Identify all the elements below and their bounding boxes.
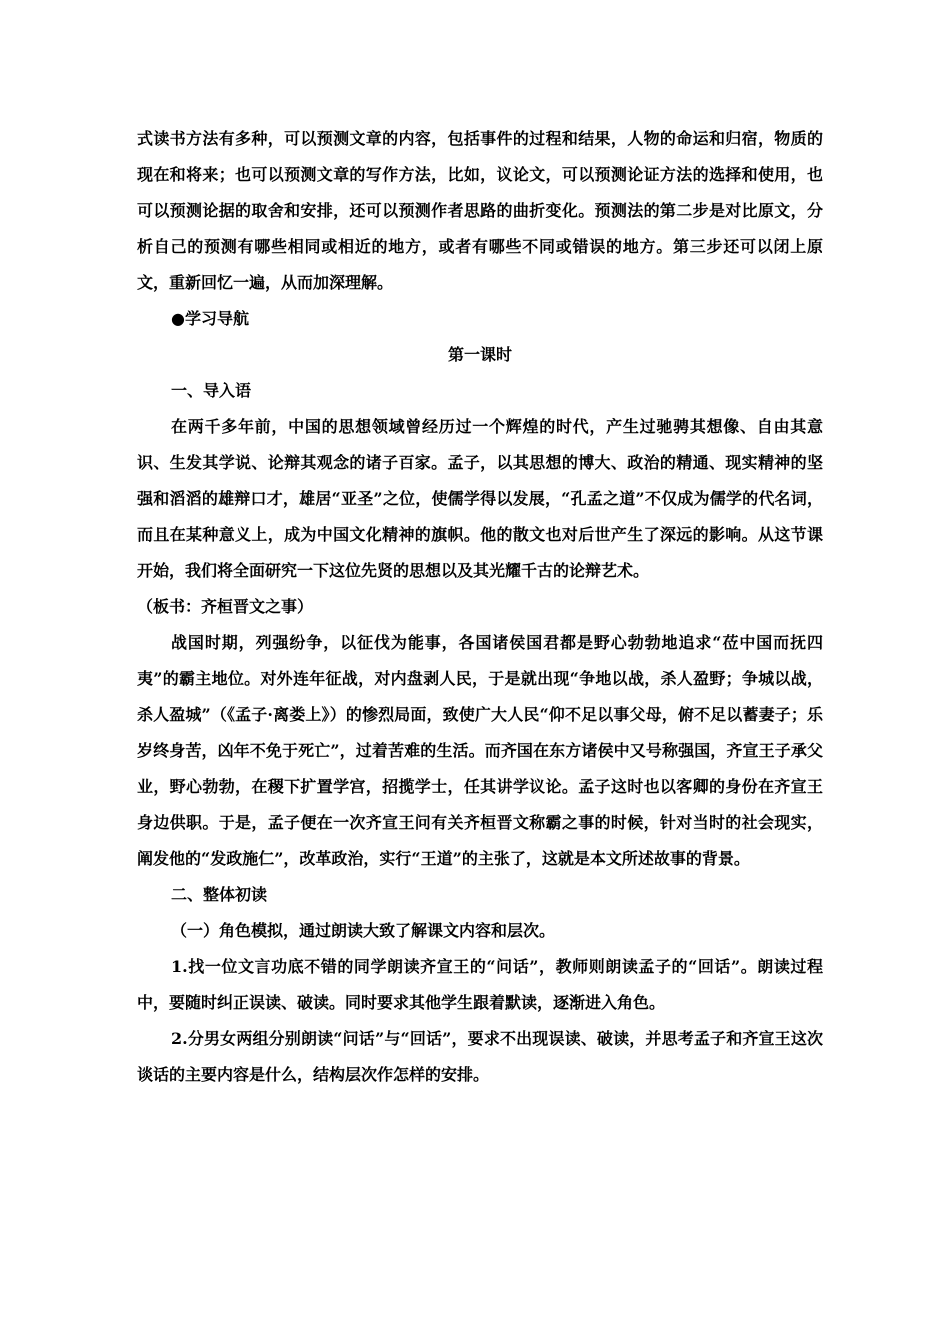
- item1-paragraph: 1.找一位文言功底不错的同学朗读齐宣王的“问话”，教师则朗读孟子的“回话”。朗读过程中，要随时纠正误读、破读。同时要求其他学生跟着默读，逐渐进入角色。: [137, 957, 823, 1012]
- document-body: [137, 121, 823, 1093]
- subsection1-heading: （一）角色模拟，通过朗读大致了解课文内容和层次。: [171, 921, 556, 940]
- intro-paragraph: 式读书方法有多种，可以预测文章的内容，包括事件的过程和结果，人物的命运和归宿，物质的现在和将来；也可以预测文章的写作方法，比如，议论文，可以预测论证方法的选择和使用，也可以预测论据的取舍和安排，还可以预测作者思路的曲折变化。预测法的第二步是对比原文，分析自己的预测有哪些相同或相近的地方，或者有哪些不同或错误的地方。第三步还可以闭上原文，重新回忆一遍，从而加深理解。: [137, 129, 823, 292]
- section1-heading: 一、导入语: [171, 381, 252, 400]
- section1-paragraph1: 在两千多年前，中国的思想领域曾经历过一个辉煌的时代，产生过驰骋其想像、自由其意识、生发其学说、论辩其观念的诸子百家。孟子，以其思想的博大、政治的精通、现实精神的坚强和滔滔的雄辩口才，雄居“亚圣”之位，使儒学得以发展，“孔孟之道”不仅成为儒学的代名词，而且在某种意义上，成为中国文化精神的旗帜。他的散文也对后世产生了深远的影响。从这节课开始，我们将全面研究一下这位先贤的思想以及其光耀千古的论辩艺术。: [137, 417, 823, 580]
- board-note: （板书：齐桓晋文之事）: [137, 597, 314, 616]
- section1-paragraph2: 战国时期，列强纷争，以征伐为能事，各国诸侯国君都是野心勃勃地追求“莅中国而抚四夷”的霸主地位。对外连年征战，对内盘剥人民，于是就出现“争地以战，杀人盈野；争城以战，杀人盈城”（《孟子·离娄上》）的惨烈局面，致使广大人民“仰不足以事父母，俯不足以蓄妻子；乐岁终身苦，凶年不免于死亡”，过着苦难的生活。而齐国在东方诸侯中又号称强国，齐宣王子承父业，野心勃勃，在稷下扩置学宫，招揽学士，任其讲学议论。孟子这时也以客卿的身份在齐宣王身边供职。于是，孟子便在一次齐宣王问有关齐桓晋文称霸之事的时候，针对当时的社会现实，阐发他的“发政施仁”，改革政治，实行“王道”的主张了，这就是本文所述故事的背景。: [137, 633, 823, 868]
- nav-heading: ●学习导航: [171, 309, 249, 328]
- section2-heading: 二、整体初读: [171, 885, 268, 904]
- lesson-title: 第一课时: [447, 345, 512, 364]
- item2-paragraph: 2.分男女两组分别朗读“问话”与“回话”，要求不出现误读、破读，并思考孟子和齐宣王这次谈话的主要内容是什么，结构层次作怎样的安排。: [137, 1029, 823, 1084]
